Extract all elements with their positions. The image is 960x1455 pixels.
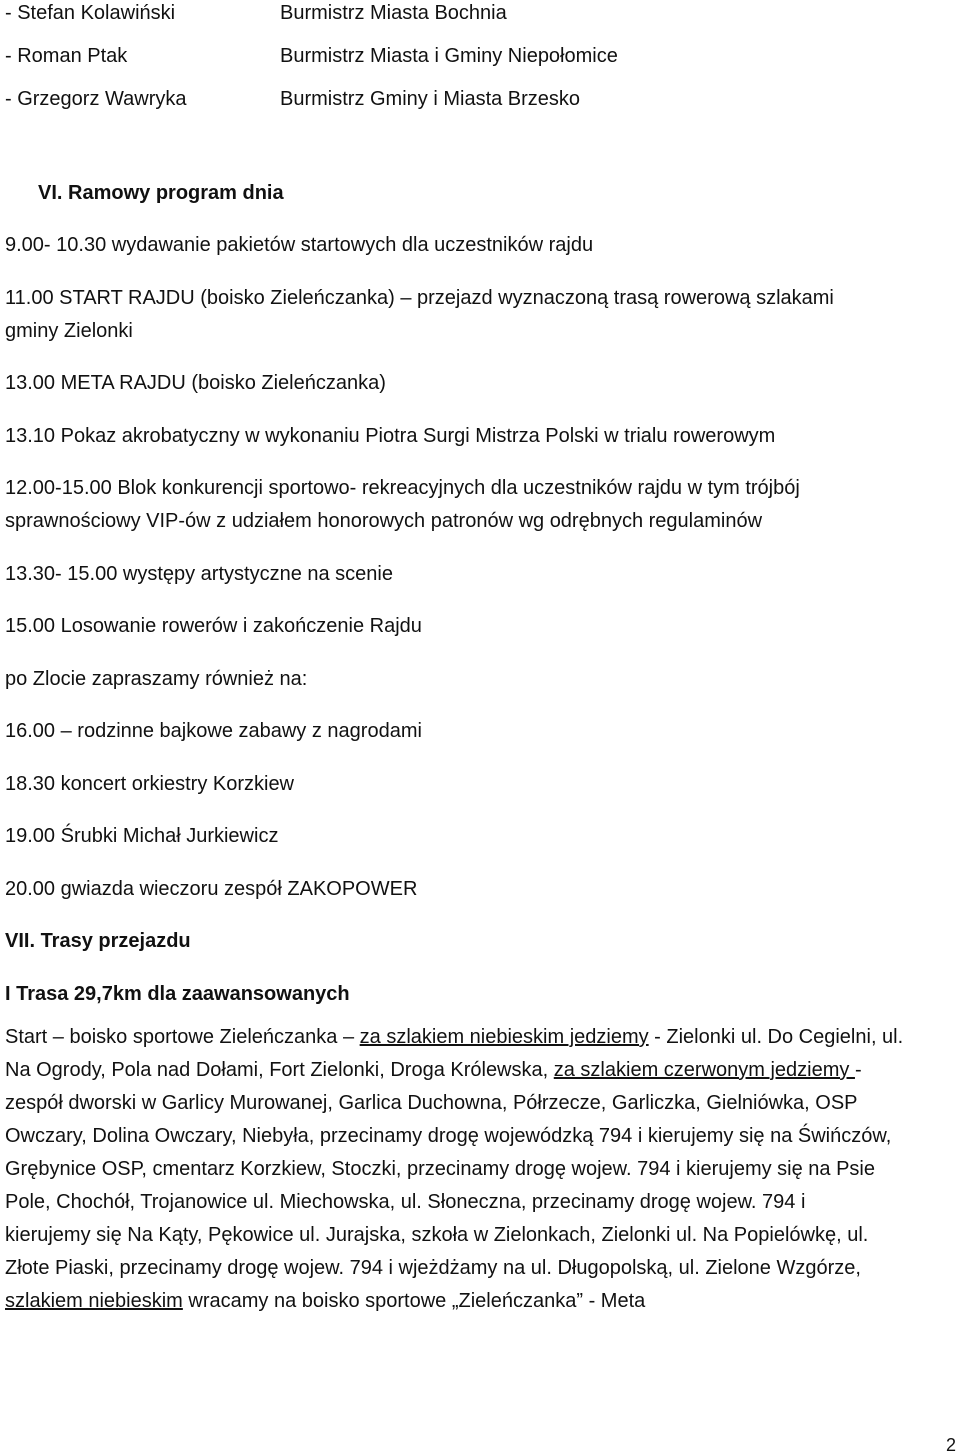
route-line: zespół dworski w Garlicy Murowanej, Garlica Duchowna, Półrzecze, Garliczka, Gielniówka, OSP xyxy=(5,1092,858,1114)
program-item: po Zlocie zapraszamy również na: xyxy=(5,668,308,690)
official-name-2: - Roman Ptak xyxy=(5,45,128,67)
route-link-text: szlakiem niebieskim xyxy=(5,1290,183,1312)
route-line: Owczary, Dolina Owczary, Niebyła, przecinamy drogę wojewódzką 794 i kierujemy się na Świńczów, xyxy=(5,1125,892,1147)
route-link-text: za szlakiem czerwonym jedziemy xyxy=(553,1059,855,1081)
official-name-1: - Stefan Kolawiński xyxy=(5,2,176,24)
route-link-text: za szlakiem niebieskim jedziemy xyxy=(359,1026,649,1048)
route-text: Na Ogrody, Pola nad Dołami, Fort Zielonki, Droga Królewska, xyxy=(5,1059,554,1081)
route-text: wracamy na boisko sportowe „Zieleńczanka” - Meta xyxy=(182,1290,646,1312)
route-text: Start – boisko sportowe Zieleńczanka – xyxy=(5,1026,360,1048)
route-line xyxy=(5,1290,645,1312)
program-item: 13.30- 15.00 występy artystyczne na scenie xyxy=(5,563,393,585)
page-number: 2 xyxy=(945,1435,956,1455)
route-line: Złote Piaski, przecinamy drogę wojew. 794 i wjeżdżamy na ul. Długopolską, ul. Zielone Wzgórze, xyxy=(5,1257,861,1279)
program-item: 15.00 Losowanie rowerów i zakończenie Rajdu xyxy=(5,615,422,637)
route-line: Grębynice OSP, cmentarz Korzkiew, Stoczki, przecinamy drogę wojew. 794 i kierujemy się na Psie xyxy=(5,1158,875,1180)
route-text: - xyxy=(854,1059,862,1081)
route-text: - Zielonki ul. Do Cegielni, ul. xyxy=(648,1026,904,1048)
program-item: 12.00-15.00 Blok konkurencji sportowo- rekreacyjnych dla uczestników rajdu w tym trójbój xyxy=(5,477,800,499)
route-line: kierujemy się Na Kąty, Pękowice ul. Jurajska, szkoła w Zielonkach, Zielonki ul. Na Popielówkę, ul. xyxy=(5,1224,869,1246)
route-line: Pole, Chochół, Trojanowice ul. Miechowska, ul. Słoneczna, przecinamy drogę wojew. 794 i xyxy=(5,1191,806,1213)
route-title: I Trasa 29,7km dla zaawansowanych xyxy=(5,983,350,1005)
program-item: 18.30 koncert orkiestry Korzkiew xyxy=(5,773,295,795)
route-line xyxy=(5,1059,862,1081)
section-heading-program: VI. Ramowy program dnia xyxy=(38,182,284,204)
program-item: 19.00 Śrubki Michał Jurkiewicz xyxy=(5,825,279,847)
program-item: 16.00 – rodzinne bajkowe zabawy z nagrodami xyxy=(5,720,422,742)
official-title-3: Burmistrz Gminy i Miasta Brzesko xyxy=(280,88,581,110)
program-item: 11.00 START RAJDU (boisko Zieleńczanka) – przejazd wyznaczoną trasą rowerową szlakami xyxy=(5,287,834,309)
route-line xyxy=(5,1026,903,1048)
program-item: 13.00 META RAJDU (boisko Zieleńczanka) xyxy=(5,372,386,394)
program-item: 13.10 Pokaz akrobatyczny w wykonaniu Piotra Surgi Mistrza Polski w trialu rowerowym xyxy=(5,425,776,447)
program-item: 20.00 gwiazda wieczoru zespół ZAKOPOWER xyxy=(5,878,418,900)
program-item: sprawnościowy VIP-ów z udziałem honorowych patronów wg odrębnych regulaminów xyxy=(5,510,763,532)
official-title-1: Burmistrz Miasta Bochnia xyxy=(280,2,507,24)
program-item: 9.00- 10.30 wydawanie pakietów startowych dla uczestników rajdu xyxy=(5,234,594,256)
official-name-3: - Grzegorz Wawryka xyxy=(5,88,187,110)
official-title-2: Burmistrz Miasta i Gminy Niepołomice xyxy=(280,45,618,67)
program-item: gminy Zielonki xyxy=(5,320,133,342)
section-heading-routes: VII. Trasy przejazdu xyxy=(5,930,191,952)
